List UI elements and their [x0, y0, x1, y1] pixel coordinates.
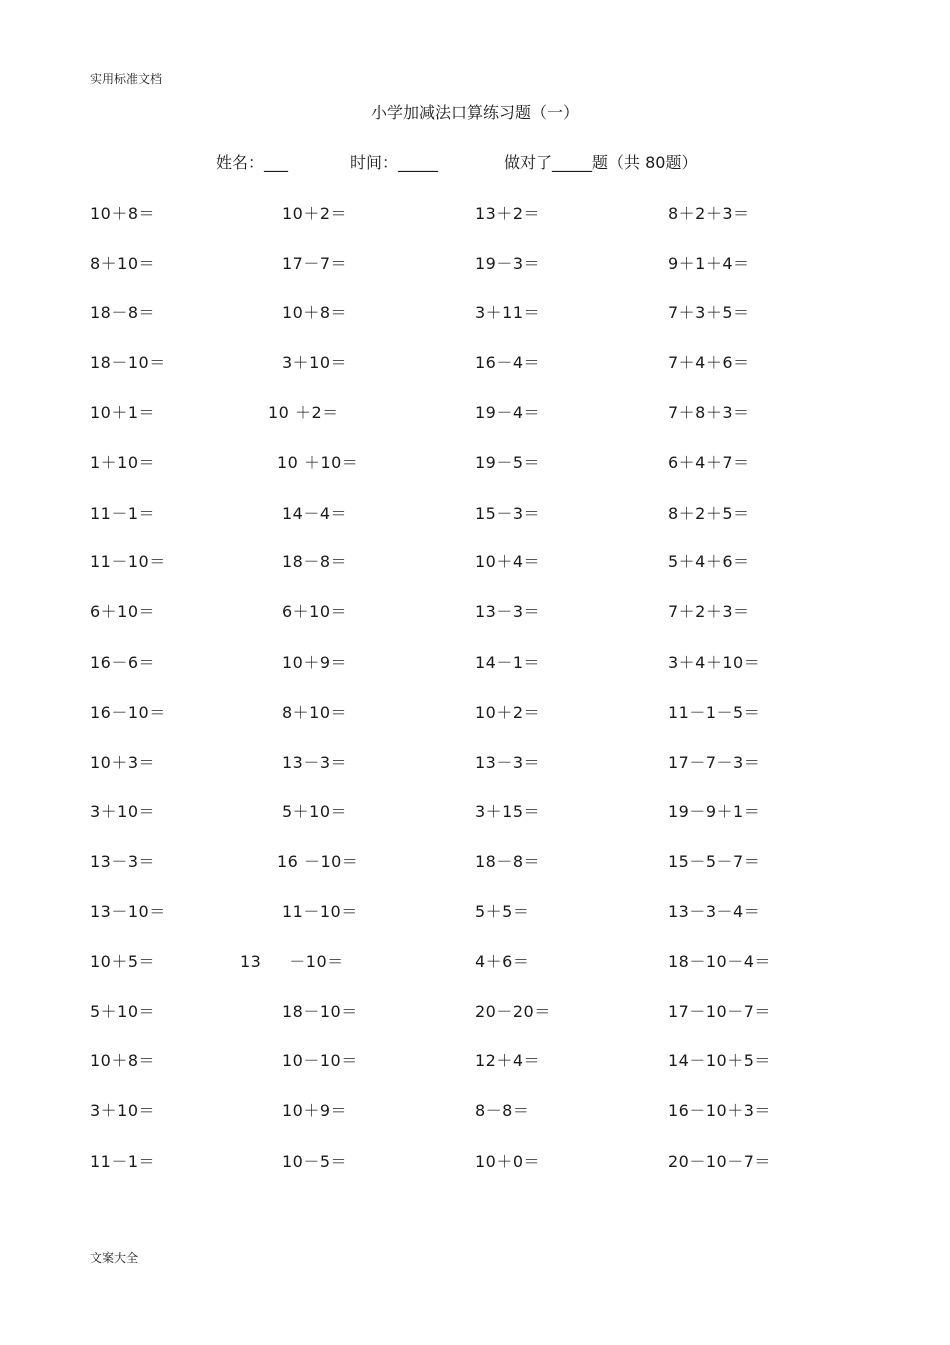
- score-field-label: 做对了_____题（共 80题）: [504, 153, 698, 172]
- problem-item: 11－10＝: [90, 552, 166, 571]
- name-field-label: 姓名：___: [216, 153, 289, 172]
- problem-item: 5＋10＝: [282, 802, 348, 821]
- problem-item: 3＋10＝: [282, 353, 348, 372]
- problem-item: 7＋3＋5＝: [668, 303, 750, 322]
- problem-item: 14－1＝: [475, 653, 541, 672]
- problem-item: 5＋10＝: [90, 1002, 156, 1021]
- problem-item: 6＋10＝: [90, 602, 156, 621]
- problem-item: 13－3＝: [475, 602, 541, 621]
- problem-item: 3＋11＝: [475, 303, 541, 322]
- problem-item: 13－3＝: [475, 753, 541, 772]
- problem-item: 8－8＝: [475, 1101, 530, 1120]
- problem-item: 8＋10＝: [90, 254, 156, 273]
- problem-item: 10＋3＝: [90, 753, 156, 772]
- problem-item: 10－5＝: [282, 1152, 348, 1171]
- problem-item: 7＋4＋6＝: [668, 353, 750, 372]
- problem-item: 7＋8＋3＝: [668, 403, 750, 422]
- page-header: 实用标准文档: [90, 72, 163, 86]
- problem-item: 11－10＝: [282, 902, 358, 921]
- problem-item: 18－8＝: [475, 852, 541, 871]
- problem-item: 10 ＋10＝: [277, 453, 359, 472]
- problem-item: 10＋1＝: [90, 403, 156, 422]
- problem-item: 11－1－5＝: [668, 703, 761, 722]
- problem-item: 10＋0＝: [475, 1152, 541, 1171]
- problem-item: 6＋10＝: [282, 602, 348, 621]
- problem-item: 3＋10＝: [90, 1101, 156, 1120]
- page-title: 小学加减法口算练习题（一）: [370, 103, 579, 122]
- problem-item: 5＋4＋6＝: [668, 552, 750, 571]
- problem-item: 8＋2＋5＝: [668, 504, 750, 523]
- problem-item: 1＋10＝: [90, 453, 156, 472]
- problem-item: 10＋9＝: [282, 653, 348, 672]
- problem-item: 3＋10＝: [90, 802, 156, 821]
- problem-item: 6＋4＋7＝: [668, 453, 750, 472]
- problem-item: 9＋1＋4＝: [668, 254, 750, 273]
- problem-item: 10＋2＝: [282, 204, 348, 223]
- problem-item: 18－10－4＝: [668, 952, 771, 971]
- problem-item: 10＋2＝: [475, 703, 541, 722]
- problem-item: 17－7－3＝: [668, 753, 761, 772]
- problem-item: 16－4＝: [475, 353, 541, 372]
- problem-item: 13＋2＝: [475, 204, 541, 223]
- problem-item: 10－10＝: [282, 1051, 358, 1070]
- problem-item: 17－7＝: [282, 254, 348, 273]
- problem-item: 19－4＝: [475, 403, 541, 422]
- problem-item: 3＋4＋10＝: [668, 653, 761, 672]
- time-field-label: 时间：_____: [350, 153, 439, 172]
- problem-item: 13－3－4＝: [668, 902, 761, 921]
- problem-item: 17－10－7＝: [668, 1002, 771, 1021]
- problem-item: 5＋5＝: [475, 902, 530, 921]
- problem-item: 8＋2＋3＝: [668, 204, 750, 223]
- problem-item: 4＋6＝: [475, 952, 530, 971]
- problem-item: 10＋8＝: [282, 303, 348, 322]
- problem-item: 16－10＋3＝: [668, 1101, 771, 1120]
- problem-item: 10＋4＝: [475, 552, 541, 571]
- problem-item: 11－1＝: [90, 1152, 156, 1171]
- problem-item: 18－10＝: [282, 1002, 358, 1021]
- problem-item: 16 －10＝: [277, 852, 359, 871]
- problem-item: 8＋10＝: [282, 703, 348, 722]
- problem-item: 19－3＝: [475, 254, 541, 273]
- problem-item: 13－3＝: [90, 852, 156, 871]
- problem-item: 16－10＝: [90, 703, 166, 722]
- problem-item: 12＋4＝: [475, 1051, 541, 1070]
- problem-item: 20－10－7＝: [668, 1152, 771, 1171]
- problem-item: 18－10＝: [90, 353, 166, 372]
- problem-item: 10＋5＝: [90, 952, 156, 971]
- page-footer: 文案大全: [90, 1251, 139, 1265]
- problem-item: 20－20＝: [475, 1002, 551, 1021]
- problem-item: 10＋8＝: [90, 1051, 156, 1070]
- problem-item: 14－10＋5＝: [668, 1051, 771, 1070]
- problem-item: 7＋2＋3＝: [668, 602, 750, 621]
- problem-item: 14－4＝: [282, 504, 348, 523]
- problem-item: 3＋15＝: [475, 802, 541, 821]
- problem-item: 13－3＝: [282, 753, 348, 772]
- problem-item: 10＋8＝: [90, 204, 156, 223]
- problem-item: 19－9＋1＝: [668, 802, 761, 821]
- problem-item: 13－10＝: [90, 902, 166, 921]
- problem-item: 11－1＝: [90, 504, 156, 523]
- problem-item: 15－5－7＝: [668, 852, 761, 871]
- problem-item: 10 ＋2＝: [268, 403, 339, 422]
- problem-item: 19－5＝: [475, 453, 541, 472]
- problem-item: 16－6＝: [90, 653, 156, 672]
- problem-item: 15－3＝: [475, 504, 541, 523]
- problem-item: 18－8＝: [90, 303, 156, 322]
- problem-item: 10＋9＝: [282, 1101, 348, 1120]
- problem-item: 13 －10＝: [240, 952, 344, 971]
- problem-item: 18－8＝: [282, 552, 348, 571]
